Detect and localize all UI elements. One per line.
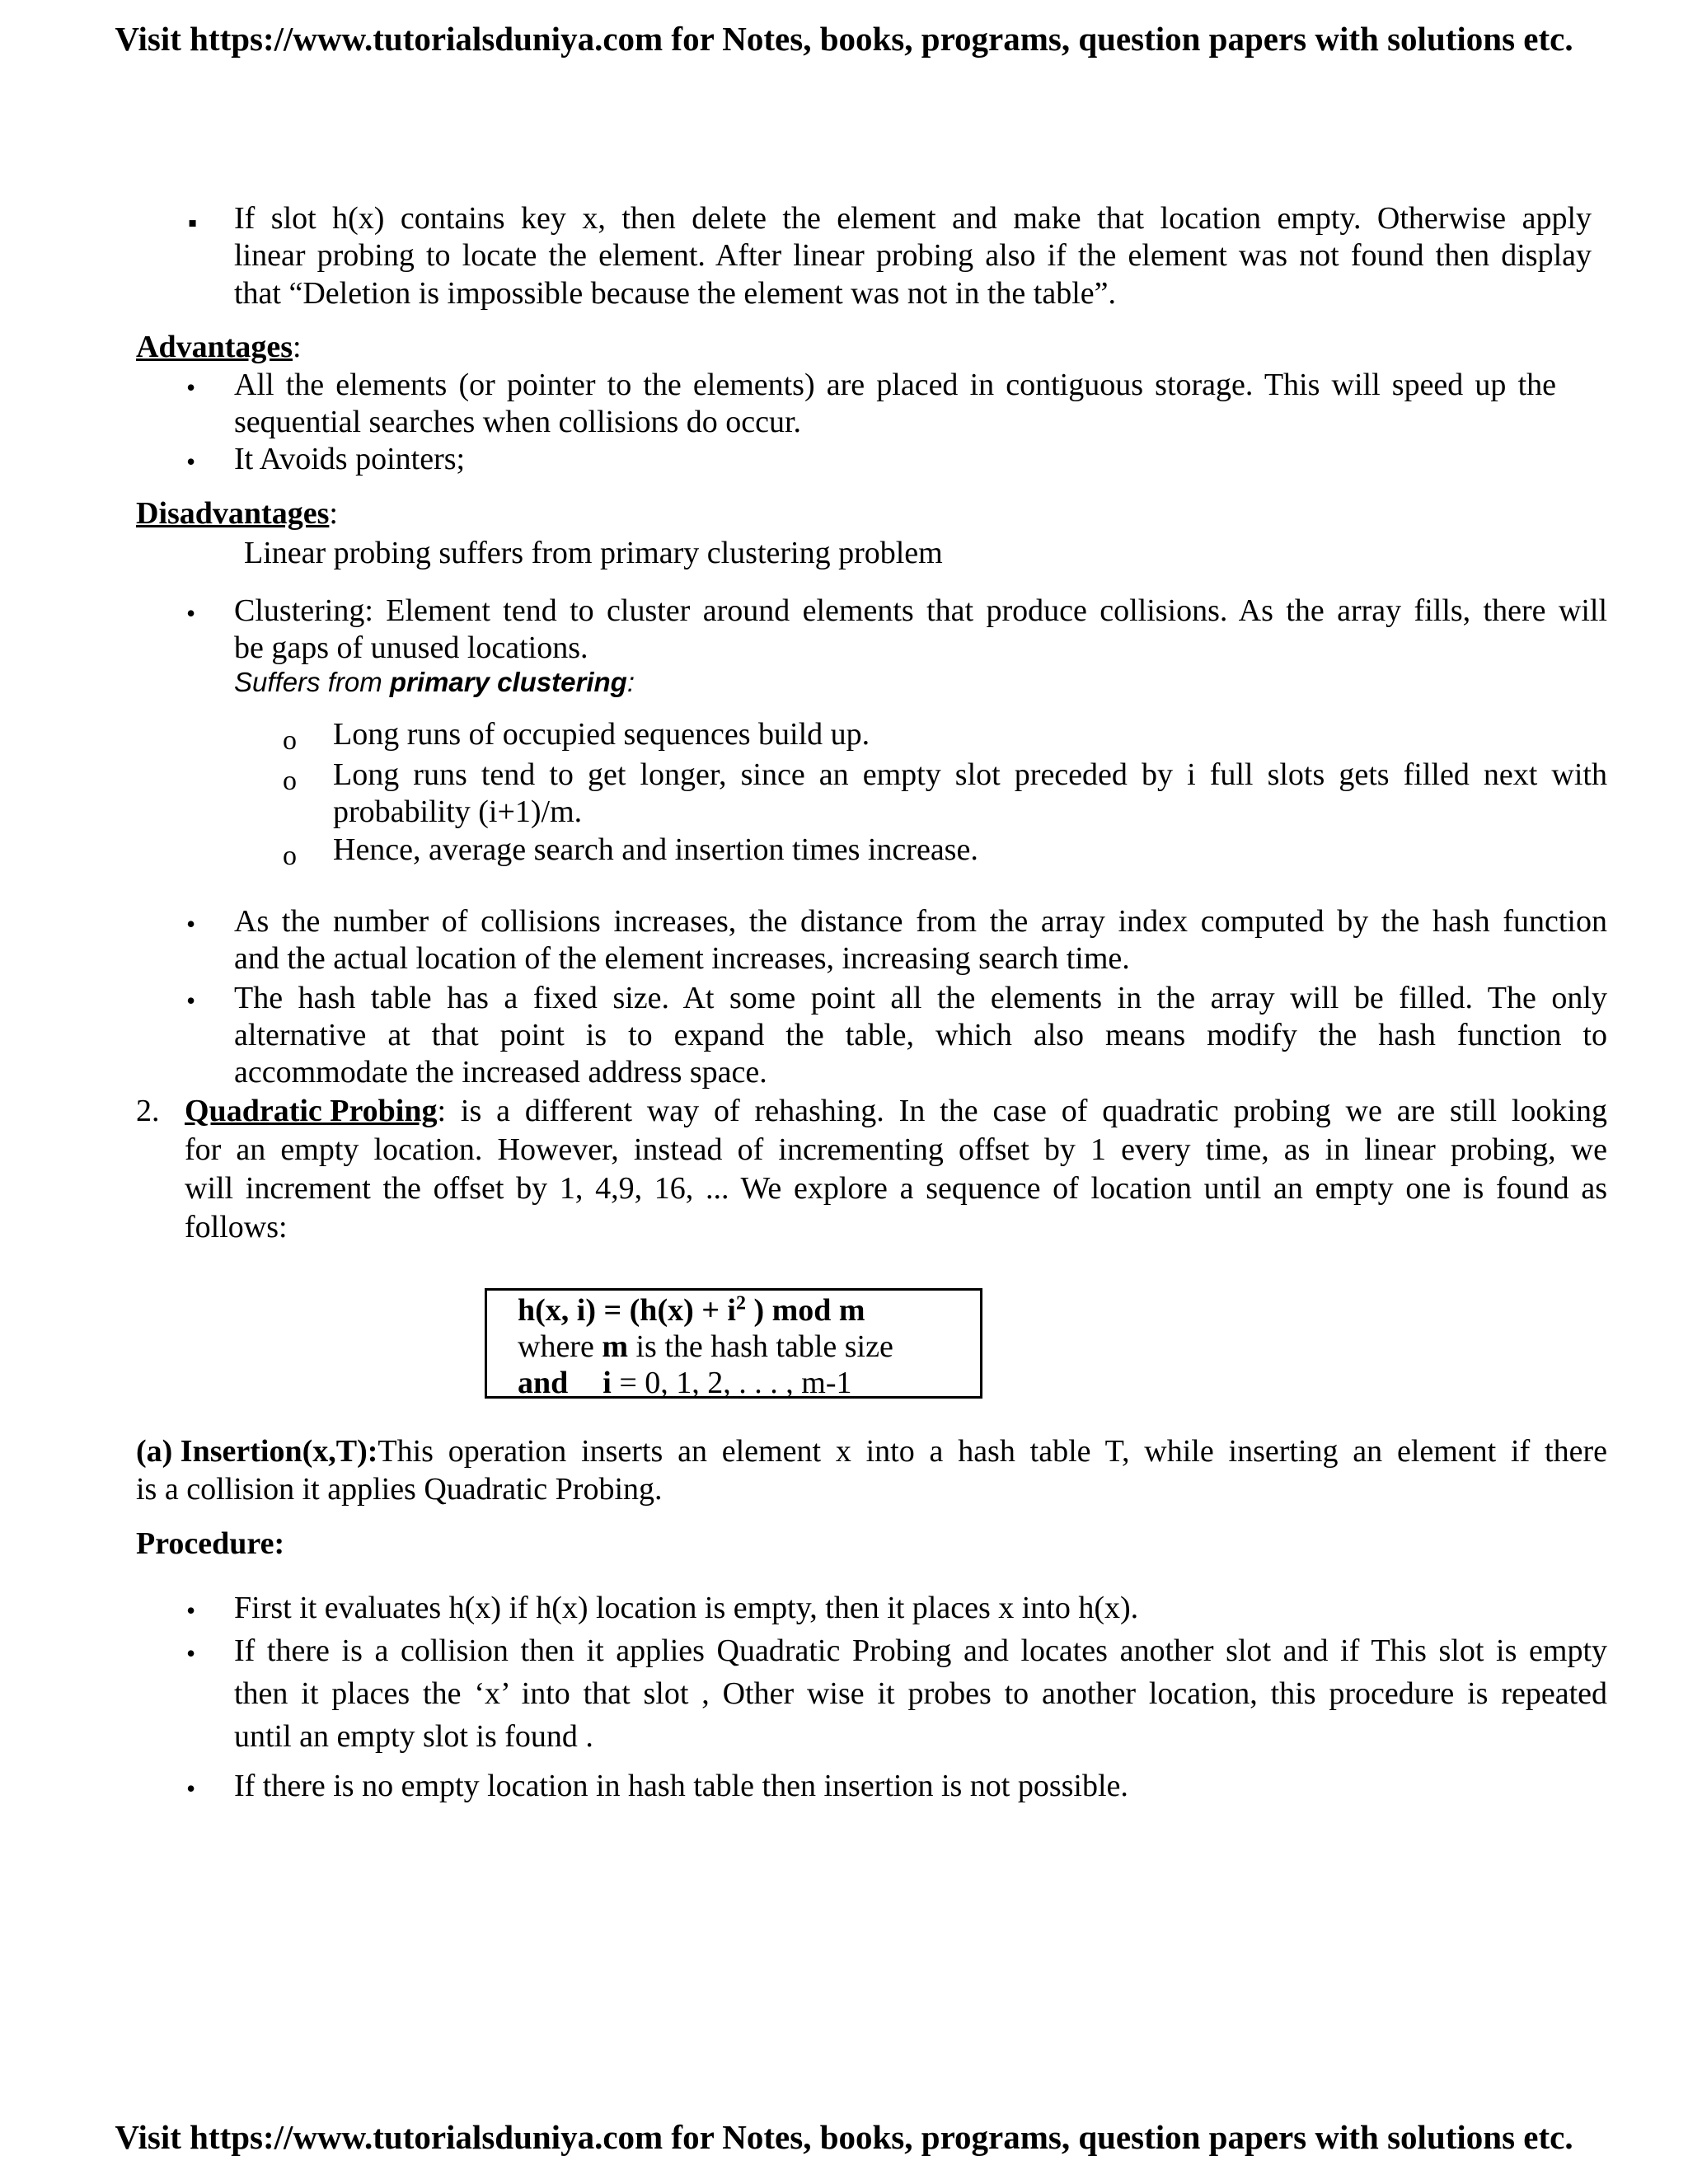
formula-line-2 — [518, 1328, 893, 1366]
advantage-2-line-1: It Avoids pointers; — [234, 442, 466, 476]
deletion-line-1: If slot h(x) contains key x, then delete the element and make that location empty. Otherwise apply — [234, 201, 1592, 236]
suffers-line — [234, 663, 635, 701]
quadratic-line-2: for an empty location. However, instead of incrementing offset by 1 every time, as in linear probing, we — [185, 1132, 1607, 1167]
dot-bullet-icon: • — [186, 1774, 196, 1803]
formula-box — [485, 1288, 982, 1399]
dot-bullet-icon: • — [186, 1638, 196, 1668]
advantages-title: Advantages — [136, 330, 293, 364]
circle-bullet-icon: o — [283, 766, 297, 796]
formula-where: where — [518, 1329, 603, 1364]
dot-bullet-icon: • — [186, 909, 196, 939]
dot-bullet-icon: • — [186, 598, 196, 628]
clustering-sub-3: Hence, average search and insertion times increase. — [333, 832, 978, 867]
formula-line-3 — [518, 1364, 852, 1402]
disadvantage-collisions-line-2: and the actual location of the element increases, increasing search time. — [234, 941, 1130, 976]
formula-range: = 0, 1, 2, . . . , m-1 — [611, 1366, 852, 1400]
formula-and: and — [518, 1366, 569, 1400]
formula-sup: 2 — [735, 1292, 746, 1315]
procedure-step-2-line-2: then it places the ‘x’ into that slot , Other wise it probes to another location, this procedure is repeated — [234, 1676, 1607, 1711]
disadvantage-fixed-line-3: accommodate the increased address space. — [234, 1055, 767, 1090]
procedure-step-3: If there is no empty location in hash table then insertion is not possible. — [234, 1769, 1128, 1803]
advantages-heading — [136, 328, 302, 366]
suffers-prefix: Suffers from — [234, 667, 390, 697]
formula-size-text: is the hash table size — [628, 1329, 893, 1364]
dot-bullet-icon: • — [186, 1596, 196, 1625]
quadratic-line-4: follows: — [185, 1210, 288, 1244]
quadratic-title: Quadratic Probing — [185, 1094, 438, 1128]
procedure-step-2-line-3: until an empty slot is found . — [234, 1719, 593, 1754]
advantage-1-line-1: All the elements (or pointer to the elements) are placed in contiguous storage. This will speed up the — [234, 368, 1556, 402]
dot-bullet-icon: • — [186, 986, 196, 1015]
clustering-line-1: Clustering: Element tend to cluster around elements that produce collisions. As the array fills, there will — [234, 593, 1607, 628]
clustering-sub-2: Long runs tend to get longer, since an empty slot preceded by i full slots gets filled next with — [333, 757, 1607, 792]
insertion-label: (a) Insertion(x,T): — [136, 1434, 378, 1469]
quadratic-line-1-text: : is a different way of rehashing. In the case of quadratic probing we are still looking — [437, 1094, 1607, 1128]
disadvantages-title: Disadvantages — [136, 496, 330, 531]
formula-line-1 — [518, 1291, 865, 1329]
footer-banner: Visit https://www.tutorialsduniya.com for Notes, books, programs, question papers with solutions etc. — [115, 2118, 1573, 2156]
insertion-line-2: is a collision it applies Quadratic Probing. — [136, 1472, 663, 1507]
quadratic-line-1 — [185, 1092, 1607, 1130]
circle-bullet-icon: o — [283, 725, 297, 756]
formula-m: m — [602, 1329, 628, 1364]
formula-lhs: h(x, i) = (h(x) + i — [518, 1293, 736, 1328]
disadvantages-intro: Linear probing suffers from primary clustering problem — [244, 536, 943, 570]
disadvantages-heading — [136, 494, 338, 532]
advantage-1-line-2: sequential searches when collisions do occur. — [234, 405, 802, 439]
clustering-sub-1: Long runs of occupied sequences build up. — [333, 717, 870, 752]
formula-rhs: ) mod m — [745, 1293, 865, 1328]
disadvantage-fixed-line-2: alternative at that point is to expand the table, which also means modify the hash function to — [234, 1018, 1607, 1052]
header-banner: Visit https://www.tutorialsduniya.com for Notes, books, programs, question papers with solutions etc. — [115, 20, 1573, 58]
dot-bullet-icon: • — [186, 373, 196, 402]
advantages-colon: : — [293, 330, 302, 364]
disadvantage-fixed-line-1: The hash table has a fixed size. At some point all the elements in the array will be filled. The only — [234, 981, 1607, 1015]
quadratic-number: 2. — [136, 1094, 160, 1128]
suffers-suffix: : — [626, 667, 635, 697]
disadvantage-collisions-line-1: As the number of collisions increases, the distance from the array index computed by the hash function — [234, 904, 1607, 939]
suffers-bold: primary clustering — [389, 667, 627, 697]
procedure-step-2-line-1: If there is a collision then it applies Quadratic Probing and locates another slot and if This slot is empty — [234, 1633, 1607, 1668]
procedure-label: Procedure: — [136, 1526, 285, 1561]
dot-bullet-icon: • — [186, 447, 196, 476]
procedure-step-1: First it evaluates h(x) if h(x) location is empty, then it places x into h(x). — [234, 1591, 1139, 1625]
insertion-line-1-text: This operation inserts an element x into a hash table T, while inserting an element if there — [377, 1434, 1607, 1469]
circle-bullet-icon: o — [283, 841, 297, 871]
clustering-line-2: be gaps of unused locations. — [234, 630, 588, 665]
deletion-line-2: linear probing to locate the element. After linear probing also if the element was not found then display — [234, 238, 1592, 273]
insertion-line-1 — [136, 1432, 1607, 1470]
clustering-sub-2-cont: probability (i+1)/m. — [333, 794, 583, 829]
quadratic-line-3: will increment the offset by 1, 4,9, 16, ... We explore a sequence of location until an empty one is found as — [185, 1171, 1607, 1206]
deletion-line-3: that “Deletion is impossible because the element was not in the table”. — [234, 276, 1117, 311]
formula-i: i — [603, 1366, 612, 1400]
disadvantages-colon: : — [329, 496, 338, 531]
square-bullet-icon: ▪ — [188, 208, 198, 237]
